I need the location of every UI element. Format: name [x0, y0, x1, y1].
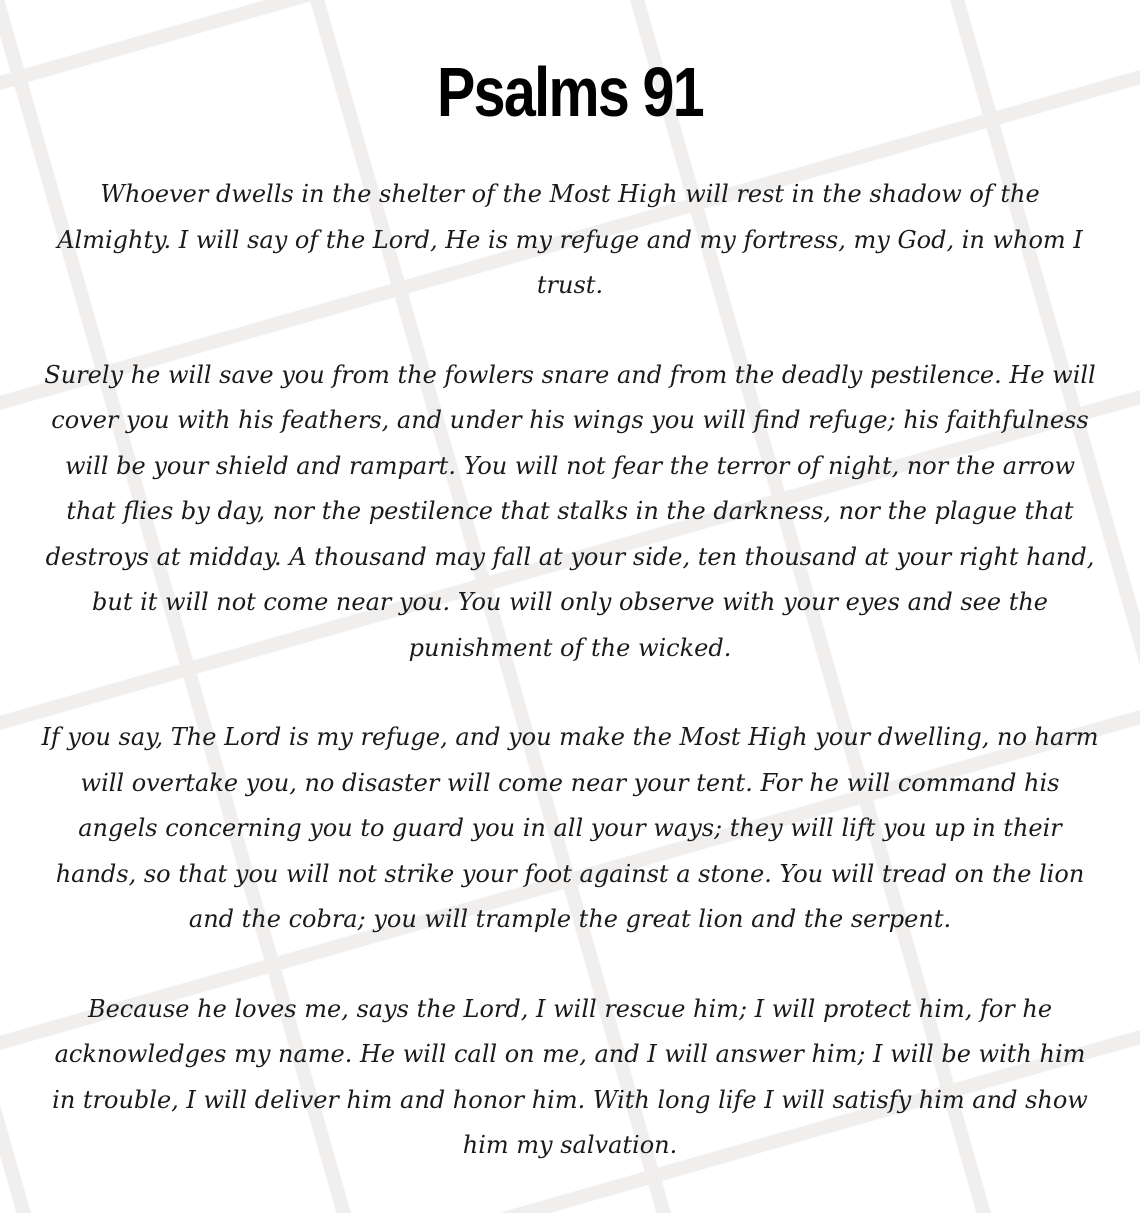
paragraph-3: If you say, The Lord is my refuge, and you make the Most High your dwelling, no harm will overtake you, no disaster will come near your tent. For he will command his angels concerning you to guard you in all your ways; they will lift you up in their hands, so that you will not strike your foot against a stone. You will tread on the lion and the cobra; you will trample the great lion and the serpent. [41, 723, 1099, 933]
paragraph-4: Because he loves me, says the Lord, I will rescue him; I will protect him, for he acknowledges my name. He will call on me, and I will answer him; I will be with him in trouble, I will deliver him and honor him. With long life I will satisfy him and show him my salvation. [52, 994, 1088, 1159]
paragraph-2: Surely he will save you from the fowlers snare and from the deadly pestilence. He will cover you with his feathers, and under his wings you will find refuge; his faithfulness will be your shield and rampart. You will not fear the terror of night, nor the arrow that flies by day, nor the pestilence that stalks in the darkness, nor the plague that destroys at midday. A thousand may fall at your side, ten thousand at your right hand, but it will not come near you. You will only observe with your eyes and see the punishment of the wicked. [44, 360, 1096, 662]
document-body [40, 172, 1100, 1213]
paragraph-1: Whoever dwells in the shelter of the Most High will rest in the shadow of the Almighty. I will say of the Lord, He is my refuge and my fortress, my God, in whom I trust. [57, 180, 1083, 299]
document-title: Psalms 91 [436, 53, 704, 131]
